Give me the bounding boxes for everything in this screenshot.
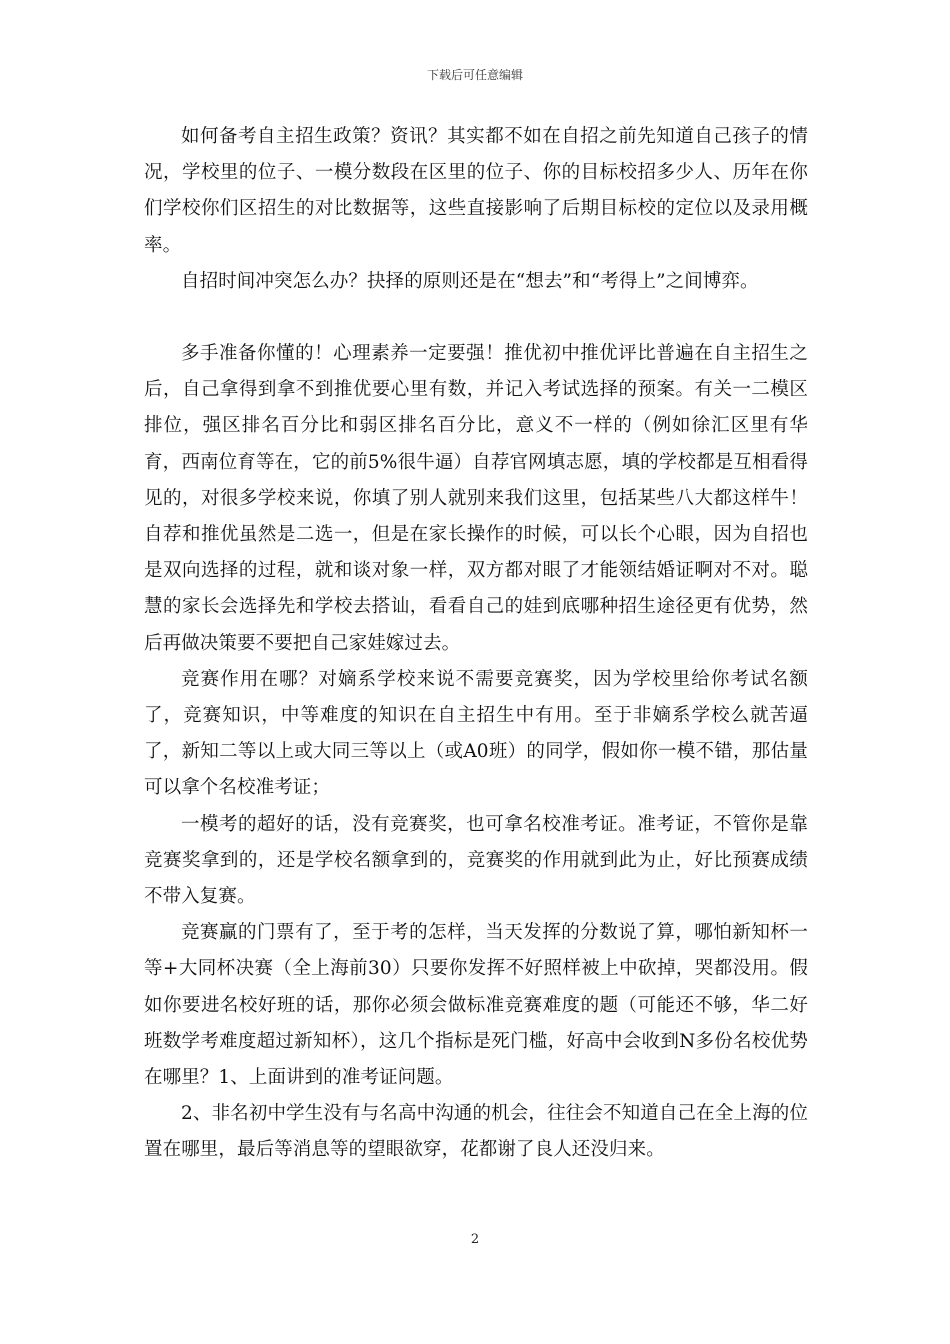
paragraph: 2、非名初中学生没有与名高中沟通的机会，往往会不知道自己在全上海的位置在哪里，最后等消息等的望眼欲穿，花都谢了良人还没归来。 (144, 1103, 808, 1161)
page-header: 下载后可任意编辑 (426, 68, 523, 82)
paragraph: 多手准备你懂的！心理素养一定要强！推优初中推优评比普遍在自主招生之后，自己拿得到拿不到推优要心里有数，并记入考试选择的预案。有关一二模区排位，强区排名百分比和弱区排名百分比，意义不一样的（例如徐汇区里有华育，西南位育等在，它的前5%很牛逼）自荐官网填志愿，填的学校都是互相看得见的，对很多学校来说，你填了别人就别来我们这里，包括某些八大都这样牛！自荐和推优虽然是二选一，但是在家长操作的时候，可以长个心眼，因为自招也是双向选择的过程，就和谈对象一样，双方都对眼了才能领结婚证啊对不对。聪慧的家长会选择先和学校去搭讪，看看自己的娃到底哪种招生途径更有优势，然后再做决策要不要把自己家娃嫁过去。 (144, 343, 808, 654)
paragraph: 竞赛作用在哪？对嫡系学校来说不需要竞赛奖，因为学校里给你考试名额了，竞赛知识，中等难度的知识在自主招生中有用。至于非嫡系学校么就苦逼了，新知二等以上或大同三等以上（或A0班）的同学，假如你一模不错，那估量可以拿个名校准考证； (144, 668, 808, 799)
document-body (144, 119, 808, 1169)
paragraph-gap (144, 300, 808, 336)
paragraph: 竞赛赢的门票有了，至于考的怎样，当天发挥的分数说了算，哪怕新知杯一等+大同杯决赛（全上海前30）只要你发挥不好照样被上中砍掉，哭都没用。假如你要进名校好班的话，那你必须会做标准竞赛难度的题（可能还不够，华二好班数学考难度超过新知杯），这几个指标是死门槛，好高中会收到N多份名校优势在哪里？1、上面讲到的准考证问题。 (144, 922, 808, 1089)
paragraph: 如何备考自主招生政策？资讯？其实都不如在自招之前先知道自己孩子的情况，学校里的位子、一模分数段在区里的位子、你的目标校招多少人、历年在你们学校你们区招生的对比数据等，这些直接影响了后期目标校的定位以及录用概率。 (144, 126, 808, 256)
paragraph: 自招时间冲突怎么办？抉择的原则还是在“想去”和“考得上”之间博弈。 (181, 270, 759, 292)
paragraph: 一模考的超好的话，没有竞赛奖，也可拿名校准考证。准考证，不管你是靠竞赛奖拿到的，还是学校名额拿到的，竞赛奖的作用就到此为止，好比预赛成绩不带入复赛。 (144, 813, 808, 908)
page-number: 2 (470, 1232, 480, 1247)
